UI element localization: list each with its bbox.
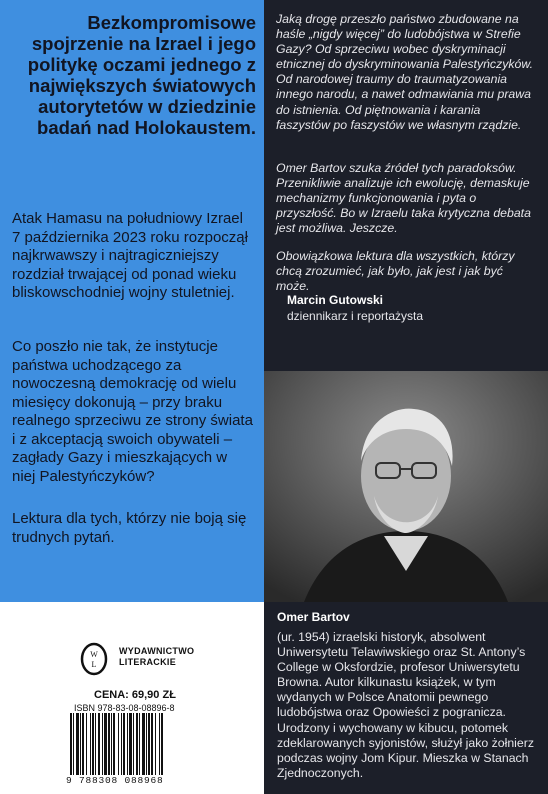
barcode-bar (80, 713, 81, 775)
barcode-digits: 9 788308 088968 (66, 775, 164, 786)
barcode-bar (70, 713, 72, 775)
barcode-bar (118, 713, 119, 775)
bio-name: Omer Bartov (277, 610, 350, 624)
quote-paragraph-1: Jaką drogę przeszło państwo zbudowane na haśle „nigdy więcej” do ludobójstwa w Strefie Gazy? Od sprzeciwu wobec dyskryminacji etnicznej do dyskryminowania Palestyńczyków. Od narodowej traumy do traumatyzowania innego narodu, a nawet odmawiania mu prawa do istnienia. Od piętnowania i karania faszystów po faszystów we własnym rządzie. (276, 12, 533, 132)
barcode-bar (113, 713, 115, 775)
barcode-bar (159, 713, 160, 775)
author-photo (264, 371, 548, 602)
quote-paragraph-3: Obowiązkowa lektura dla wszystkich, którzy chcą zrozumieć, jak było, jak jest i jak być może. (276, 249, 515, 294)
barcode-bar (86, 713, 87, 775)
barcode-bar (139, 713, 140, 775)
barcode-bar (108, 713, 110, 775)
barcode-bar (121, 713, 122, 775)
barcode-bar (98, 713, 100, 775)
barcode-bar (127, 713, 128, 775)
price-label: CENA: 69,90 ZŁ (94, 689, 176, 701)
barcode-bar (136, 713, 138, 775)
barcode-bar (95, 713, 96, 775)
barcode-bar (129, 713, 132, 775)
headline: Bezkompromisowe spojrzenie na Izrael i jego politykę oczami jednego z największych światowych autorytetów w dziedzinie badań nad Holokaustem. (27, 12, 256, 138)
barcode-bar (92, 713, 94, 775)
barcode-bar (90, 713, 91, 775)
barcode-bar (104, 713, 107, 775)
description-paragraph-2: Co poszło nie tak, że instytucje państwa uchodzącego za nowoczesną demokrację od wielu miesięcy dokonują – przy braku realnego sprzeciwu ze strony świata i z akceptacją swoich obywateli – zagłady Gazy i mieszkających w niej Palestyńczyków? (12, 338, 253, 485)
publisher-line-2: LITERACKIE (119, 657, 176, 667)
barcode-bar (123, 713, 125, 775)
barcode-bar (148, 713, 150, 775)
publisher-logo-icon (77, 642, 111, 676)
bio-text: (ur. 1954) izraelski historyk, absolwent Uniwersytetu Telawiwskiego oraz St. Antony’s College w Oksfordzie, profesor Uniwersytetu Browna. Autor kilkunastu książek, w tym wydanych w Polsce Anatomii pewnego ludobójstwa oraz Opowieści z pogranicza. Urodzony i wychowany w kibucu, potomek zdeklarowanych syjonistów, służył jako żołnierz podczas wojny Jom Kipur. Mieszka w Stanach Zjednoczonych. (277, 630, 534, 780)
barcode-bar (146, 713, 147, 775)
logo-letter-w: W (90, 650, 98, 659)
barcode-bar (161, 713, 163, 775)
quote-author-role: dziennikarz i reportażysta (287, 309, 424, 323)
quote-paragraph-2: Omer Bartov szuka źródeł tych paradoksów. Przenikliwie analizuje ich ewolucję, demaskuje mechanizmy funkcjonowania i pyta o przyszłość. Bo w Izraelu taka krytyczna debata jest możliwa. Jeszcze. (276, 161, 531, 236)
isbn-label: ISBN 978-83-08-08896-8 (74, 703, 175, 713)
barcode-bar (73, 713, 74, 775)
logo-letter-l: L (91, 660, 97, 669)
barcode-icon (66, 713, 196, 775)
barcode-bar (155, 713, 156, 775)
publisher-line-1: WYDAWNICTWO (119, 646, 195, 656)
barcode-bar (151, 713, 153, 775)
barcode-bar (111, 713, 112, 775)
author-portrait-image (264, 371, 548, 602)
barcode-bar (142, 713, 145, 775)
quote-author-name: Marcin Gutowski (287, 293, 384, 307)
barcode-bar (76, 713, 79, 775)
barcode-bar (82, 713, 84, 775)
publisher-name (119, 646, 194, 668)
description-paragraph-3: Lektura dla tych, którzy nie boją się trudnych pytań. (12, 510, 247, 546)
description-paragraph-1: Atak Hamasu na południowy Izrael 7 października 2023 roku rozpoczął najkrwawszy i najtragiczniejszy rozdział trwającej od ponad wieku bliskowschodniej wojny stuletniej. (12, 210, 248, 301)
barcode-bar (133, 713, 134, 775)
barcode-bar (102, 713, 103, 775)
